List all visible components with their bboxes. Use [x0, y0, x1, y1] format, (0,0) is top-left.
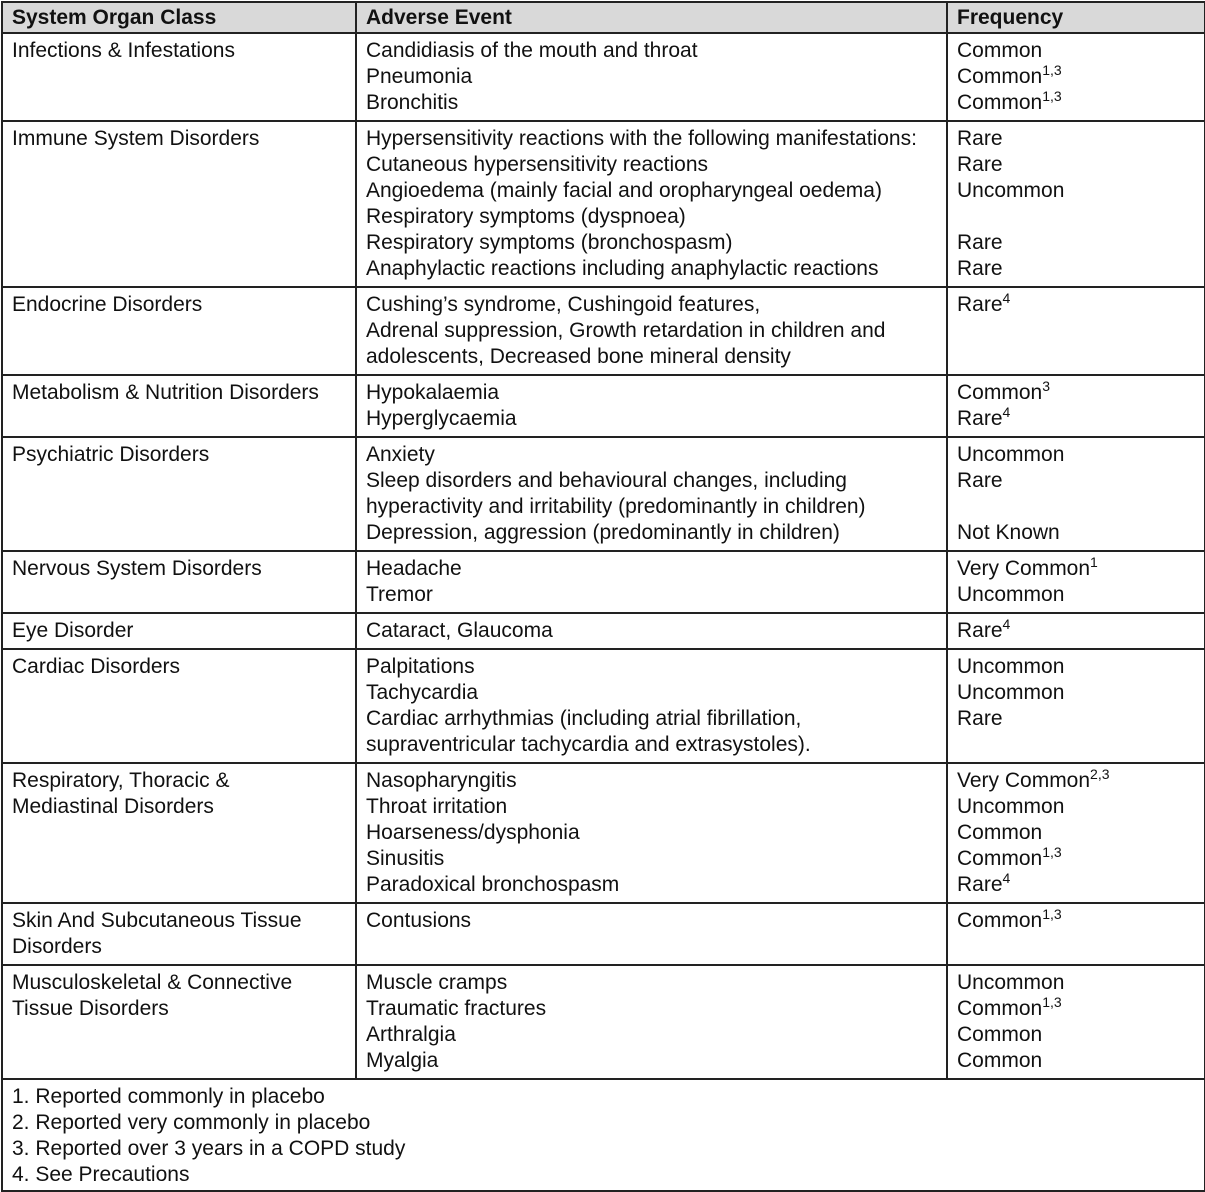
frequency-line [957, 152, 1195, 178]
adverse-event-line: Cardiac arrhythmias (including atrial fibrillation, [366, 707, 802, 730]
table-body [2, 33, 1205, 1191]
table-row [2, 649, 1205, 763]
table-row [2, 613, 1205, 649]
frequency-cell [947, 763, 1205, 903]
adverse-event-line: Arthralgia [366, 1023, 456, 1046]
frequency-cell [947, 903, 1205, 965]
adverse-event-cell [356, 437, 947, 551]
system-organ-class-line: Respiratory, Thoracic & [12, 769, 230, 792]
adverse-event-line: supraventricular tachycardia and extrasystoles). [366, 733, 811, 756]
adverse-event-line: Hypersensitivity reactions with the following manifestations: [366, 127, 917, 150]
frequency-line [957, 1048, 1195, 1074]
frequency-cell [947, 121, 1205, 287]
frequency-line [957, 178, 1195, 204]
adverse-event-line: Respiratory symptoms (dyspnoea) [366, 205, 686, 228]
frequency-line [957, 1022, 1195, 1048]
footnote-line: 2. Reported very commonly in placebo [12, 1111, 371, 1134]
footnote-reference: 1,3 [1042, 844, 1062, 860]
frequency-line [957, 292, 1195, 318]
footnote-reference: 1,3 [1042, 906, 1062, 922]
system-organ-class-line: Musculoskeletal & Connective [12, 971, 293, 994]
adverse-event-line: Traumatic fractures [366, 997, 547, 1020]
adverse-event-line: Sleep disorders and behavioural changes, including [366, 469, 847, 492]
table-row [2, 965, 1205, 1079]
adverse-event-line: Contusions [366, 909, 472, 932]
table-row [2, 551, 1205, 613]
frequency-text: Very Common [957, 557, 1091, 580]
adverse-event-cell [356, 965, 947, 1079]
frequency-line [957, 794, 1195, 820]
adverse-event-line: adolescents, Decreased bone mineral density [366, 345, 791, 368]
adverse-event-line: Respiratory symptoms (bronchospasm) [366, 231, 733, 254]
frequency-cell [947, 551, 1205, 613]
footnote-reference: 1 [1090, 554, 1098, 570]
frequency-text: Uncommon [957, 681, 1065, 704]
frequency-text: Rare [957, 127, 1003, 150]
adverse-event-line: Candidiasis of the mouth and throat [366, 39, 698, 62]
adverse-event-line: Hoarseness/dysphonia [366, 821, 580, 844]
system-organ-class-line: Cardiac Disorders [12, 655, 181, 678]
adverse-event-line: Cutaneous hypersensitivity reactions [366, 153, 709, 176]
adverse-event-cell [356, 551, 947, 613]
footnote-reference: 2,3 [1090, 766, 1110, 782]
system-organ-class-line: Tissue Disorders [12, 997, 169, 1020]
adverse-event-cell [356, 287, 947, 375]
frequency-cell [947, 287, 1205, 375]
adverse-event-line: Palpitations [366, 655, 475, 678]
footnote-line: 3. Reported over 3 years in a COPD study [12, 1137, 406, 1160]
adverse-event-line: Anxiety [366, 443, 435, 466]
adverse-events-table-container [1, 1, 1204, 1192]
frequency-cell [947, 437, 1205, 551]
frequency-text: Common [957, 91, 1043, 114]
frequency-cell [947, 613, 1205, 649]
system-organ-class-cell [2, 613, 356, 649]
frequency-text: Uncommon [957, 583, 1065, 606]
frequency-text: Common [957, 821, 1043, 844]
adverse-events-table [1, 1, 1205, 1192]
frequency-cell [947, 649, 1205, 763]
adverse-event-line: Headache [366, 557, 462, 580]
system-organ-class-cell [2, 437, 356, 551]
footnote-reference: 1,3 [1042, 62, 1062, 78]
header-adverse-event: Adverse Event [356, 2, 947, 33]
adverse-event-cell [356, 121, 947, 287]
footnote-reference: 1,3 [1042, 994, 1062, 1010]
frequency-line [957, 680, 1195, 706]
frequency-cell [947, 375, 1205, 437]
frequency-cell [947, 965, 1205, 1079]
adverse-event-line: Adrenal suppression, Growth retardation in children and [366, 319, 886, 342]
frequency-text: Common [957, 1023, 1043, 1046]
frequency-text: Uncommon [957, 971, 1065, 994]
frequency-line [957, 908, 1195, 934]
system-organ-class-line: Psychiatric Disorders [12, 443, 210, 466]
frequency-line [957, 556, 1195, 582]
adverse-event-line: Cataract, Glaucoma [366, 619, 553, 642]
footnote-reference: 3 [1042, 378, 1050, 394]
frequency-text: Common [957, 1049, 1043, 1072]
adverse-event-cell [356, 763, 947, 903]
frequency-text: Common [957, 65, 1043, 88]
adverse-event-cell [356, 649, 947, 763]
system-organ-class-line: Metabolism & Nutrition Disorders [12, 381, 319, 404]
frequency-text: Uncommon [957, 795, 1065, 818]
frequency-text: Rare [957, 469, 1003, 492]
footnote-reference: 1,3 [1042, 88, 1062, 104]
system-organ-class-cell [2, 375, 356, 437]
adverse-event-line: Nasopharyngitis [366, 769, 517, 792]
system-organ-class-cell [2, 965, 356, 1079]
system-organ-class-cell [2, 763, 356, 903]
frequency-text: Common [957, 381, 1043, 404]
adverse-event-line: Hyperglycaemia [366, 407, 517, 430]
frequency-text: Uncommon [957, 443, 1065, 466]
frequency-text: Rare [957, 257, 1003, 280]
frequency-text: Rare [957, 407, 1003, 430]
adverse-event-line: Muscle cramps [366, 971, 508, 994]
frequency-line [957, 820, 1195, 846]
frequency-line [957, 64, 1195, 90]
frequency-line [957, 582, 1195, 608]
frequency-line [957, 520, 1195, 546]
system-organ-class-line: Infections & Infestations [12, 39, 235, 62]
footnote-reference: 4 [1002, 404, 1011, 420]
adverse-event-line: Myalgia [366, 1049, 439, 1072]
frequency-text: Common [957, 909, 1043, 932]
footnote-reference: 4 [1002, 290, 1011, 306]
frequency-text: Not Known [957, 521, 1060, 544]
adverse-event-line: Hypokalaemia [366, 381, 500, 404]
adverse-event-line: Anaphylactic reactions including anaphylactic reactions [366, 257, 879, 280]
header-system-organ-class: System Organ Class [2, 2, 356, 33]
frequency-text: Very Common [957, 769, 1091, 792]
system-organ-class-cell [2, 903, 356, 965]
adverse-event-line: Cushing’s syndrome, Cushingoid features, [366, 293, 761, 316]
frequency-text: Uncommon [957, 655, 1065, 678]
system-organ-class-cell [2, 33, 356, 121]
frequency-line [957, 230, 1195, 256]
frequency-line [957, 380, 1195, 406]
table-row [2, 33, 1205, 121]
frequency-line [957, 706, 1195, 732]
frequency-text: Rare [957, 231, 1003, 254]
system-organ-class-line: Disorders [12, 935, 102, 958]
system-organ-class-line: Eye Disorder [12, 619, 134, 642]
footnotes-cell [2, 1079, 1205, 1191]
frequency-line [957, 256, 1195, 282]
frequency-line [957, 846, 1195, 872]
adverse-event-line: hyperactivity and irritability (predominantly in children) [366, 495, 866, 518]
footnote-line: 1. Reported commonly in placebo [12, 1085, 325, 1108]
frequency-line [957, 996, 1195, 1022]
adverse-event-line: Tachycardia [366, 681, 479, 704]
frequency-line [957, 442, 1195, 468]
adverse-event-line: Depression, aggression (predominantly in children) [366, 521, 840, 544]
adverse-event-line: Throat irritation [366, 795, 508, 818]
frequency-text: Rare [957, 873, 1003, 896]
adverse-event-cell [356, 903, 947, 965]
table-row [2, 121, 1205, 287]
frequency-line [957, 468, 1195, 494]
frequency-text: Common [957, 847, 1043, 870]
adverse-event-line: Pneumonia [366, 65, 473, 88]
system-organ-class-line: Nervous System Disorders [12, 557, 262, 580]
system-organ-class-cell [2, 649, 356, 763]
table-row [2, 375, 1205, 437]
frequency-text: Rare [957, 707, 1003, 730]
frequency-text: Rare [957, 293, 1003, 316]
system-organ-class-line: Skin And Subcutaneous Tissue [12, 909, 302, 932]
frequency-line [957, 204, 1195, 230]
adverse-event-line: Bronchitis [366, 91, 459, 114]
table-row [2, 763, 1205, 903]
frequency-line [957, 38, 1195, 64]
adverse-event-line: Angioedema (mainly facial and oropharyngeal oedema) [366, 179, 882, 202]
adverse-event-cell [356, 613, 947, 649]
frequency-line [957, 90, 1195, 116]
frequency-line [957, 768, 1195, 794]
adverse-event-line: Sinusitis [366, 847, 445, 870]
table-row [2, 903, 1205, 965]
system-organ-class-line: Immune System Disorders [12, 127, 260, 150]
frequency-line [957, 406, 1195, 432]
system-organ-class-cell [2, 287, 356, 375]
adverse-event-cell [356, 33, 947, 121]
frequency-line [957, 970, 1195, 996]
system-organ-class-cell [2, 121, 356, 287]
footnote-reference: 4 [1002, 616, 1011, 632]
table-row [2, 287, 1205, 375]
frequency-line [957, 494, 1195, 520]
frequency-line [957, 618, 1195, 644]
system-organ-class-line: Endocrine Disorders [12, 293, 203, 316]
adverse-event-line: Paradoxical bronchospasm [366, 873, 620, 896]
frequency-text: Rare [957, 153, 1003, 176]
frequency-line [957, 654, 1195, 680]
footnote-reference: 4 [1002, 870, 1011, 886]
footnotes-row [2, 1079, 1205, 1191]
frequency-line [957, 126, 1195, 152]
system-organ-class-cell [2, 551, 356, 613]
footnote-line: 4. See Precautions [12, 1163, 190, 1186]
frequency-text: Rare [957, 619, 1003, 642]
table-row [2, 437, 1205, 551]
frequency-line [957, 872, 1195, 898]
adverse-event-line: Tremor [366, 583, 433, 606]
frequency-cell [947, 33, 1205, 121]
frequency-text: Uncommon [957, 179, 1065, 202]
frequency-text: Common [957, 39, 1043, 62]
header-row [2, 2, 1205, 33]
system-organ-class-line: Mediastinal Disorders [12, 795, 214, 818]
header-frequency: Frequency [947, 2, 1205, 33]
frequency-text: Common [957, 997, 1043, 1020]
adverse-event-cell [356, 375, 947, 437]
